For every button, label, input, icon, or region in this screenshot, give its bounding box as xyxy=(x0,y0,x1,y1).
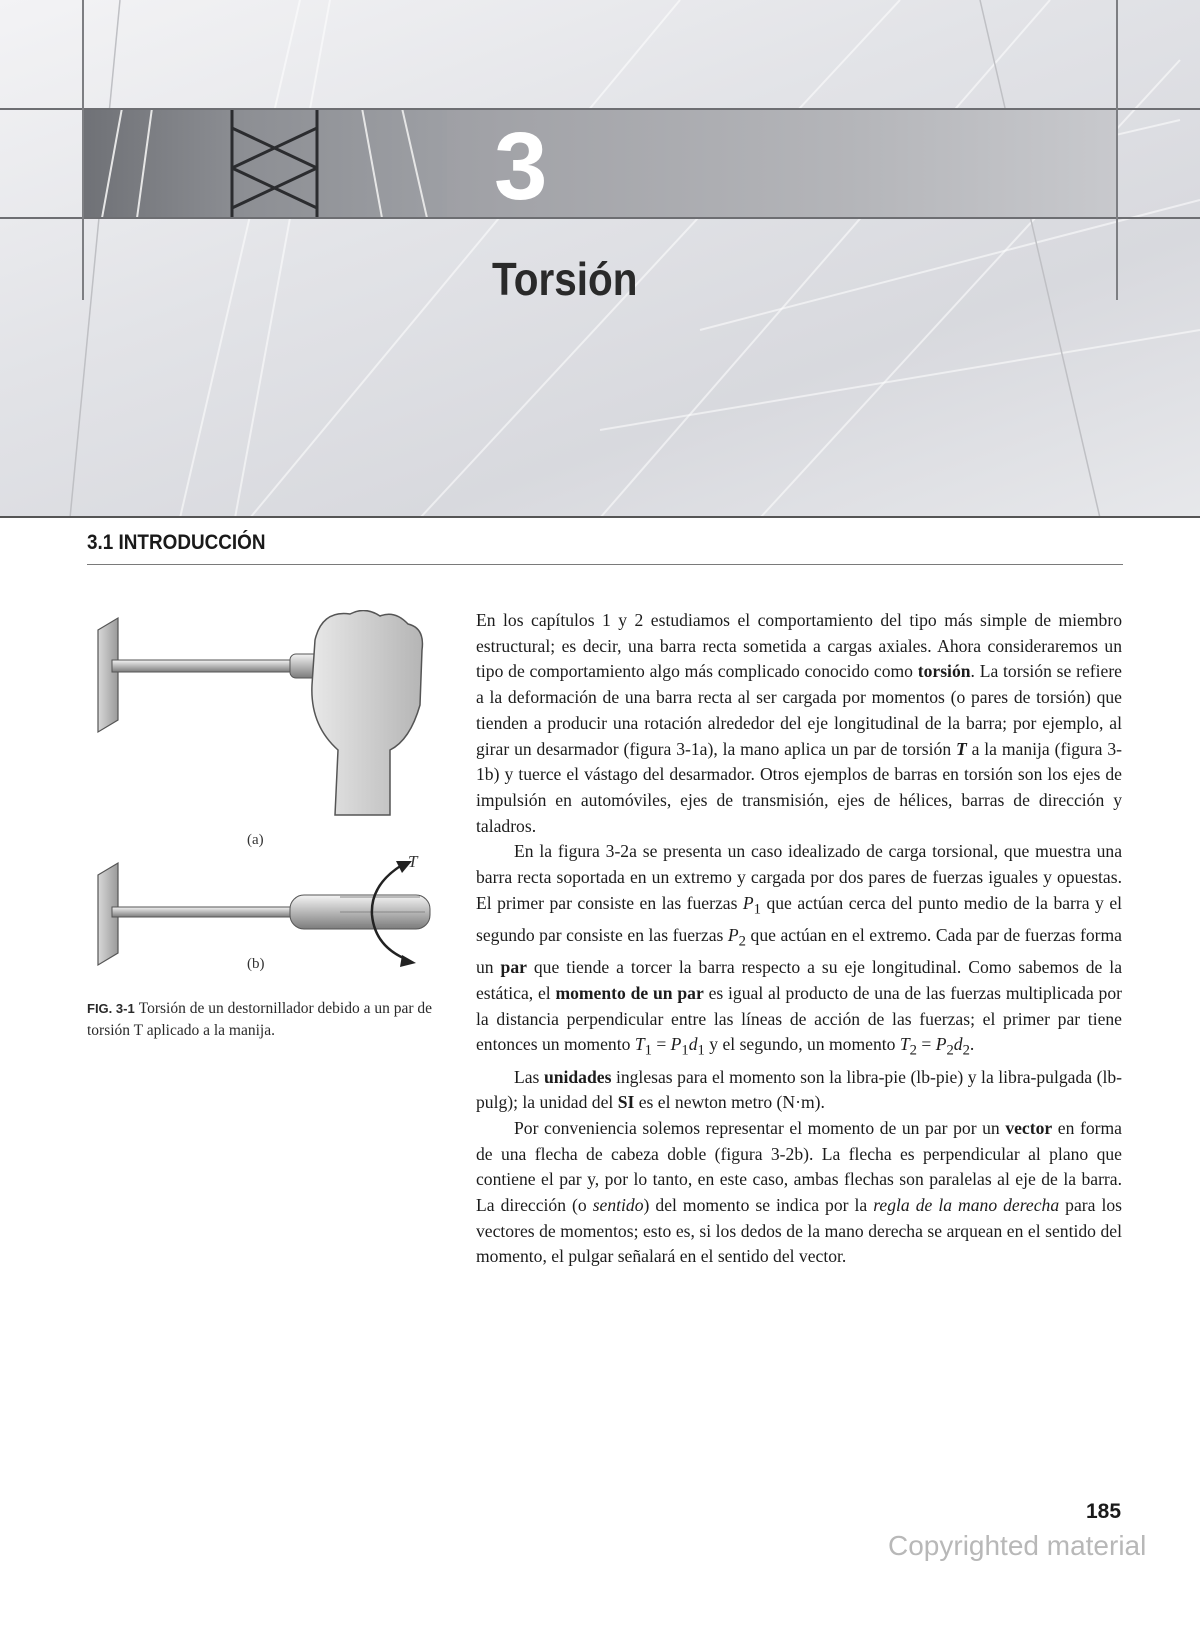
bridge-truss-graphic xyxy=(82,108,447,218)
p2-symbol-P: P xyxy=(742,892,754,913)
math-d1-sub: 1 xyxy=(697,1042,705,1059)
p1-symbol-T: T xyxy=(956,738,967,759)
p1-bold-torsion: torsión xyxy=(917,661,971,682)
p2-text-b: que actúan cerca del punto medio de la barra y el segundo par consiste en las fuerzas xyxy=(476,892,1123,945)
p4-text-c: ) del momento se indica por la xyxy=(643,1195,874,1216)
math-d2: d xyxy=(953,1034,963,1055)
p4-italic-regla: regla de la mano derecha xyxy=(873,1195,1060,1216)
math-d2-sub: 2 xyxy=(962,1042,970,1059)
p3-bold-unidades: unidades xyxy=(543,1066,612,1087)
banner-base-rule xyxy=(0,516,1200,518)
paragraph-2 xyxy=(476,839,1122,1064)
body-text xyxy=(476,608,1122,1270)
math-P1-sub: 1 xyxy=(681,1042,689,1059)
p1-text-b: . La torsión se refiere a la deformación de una barra recta al ser cargada por momentos (o pares de torsión) que tienden a producir una rotación alrededor del eje longitudinal de la barra; por ejemplo, al girar un desarmador (figura 3-1a), la mano aplica un par de torsión xyxy=(476,661,1122,759)
math-P1: P xyxy=(670,1034,682,1055)
chapter-number: 3 xyxy=(494,113,546,220)
figure-screwdriver-hand xyxy=(90,610,450,825)
math-eq-2: = xyxy=(916,1034,936,1055)
copyright-watermark: Copyrighted material xyxy=(888,1530,1147,1561)
torque-symbol: T xyxy=(408,852,418,871)
figure-caption xyxy=(87,998,442,1042)
p4-bold-vector: vector xyxy=(1005,1117,1053,1138)
p2-text-e: es igual al producto de una de las fuerzas multiplicada por la distancia perpendicular entre las líneas de acción de las fuerzas; el primer par tiene entonces un momento xyxy=(476,982,1123,1055)
p4-text-d: para los vectores de momentos; esto es, si los dedos de la mano derecha se arquean en el sentido del momento, el pulgar señalará en el sentido del vector. xyxy=(476,1195,1122,1267)
paragraph-3 xyxy=(476,1065,1122,1116)
math-period: . xyxy=(969,1034,975,1055)
banner-right-rule xyxy=(1116,0,1118,300)
p2-bold-momento: momento de un par xyxy=(555,982,704,1003)
p2-sub-1: 1 xyxy=(753,901,761,918)
p4-text-b: en forma de una flecha de cabeza doble (figura 3-2b). La flecha es perpendicular al plano que contiene el par y, por lo tanto, en este caso, ambas flechas son paralelas al eje de la barra. La dirección (o xyxy=(476,1117,1122,1216)
p3-text-c: es el newton metro (N·m). xyxy=(634,1092,825,1113)
banner-left-rule xyxy=(82,0,84,300)
math-P2: P xyxy=(935,1034,947,1055)
banner-photo-strip xyxy=(82,108,447,218)
p3-text-b: inglesas para el momento son la libra-pie (lb-pie) y la libra-pulgada (lb-pulg); la unidad del xyxy=(476,1066,1122,1113)
figure-label-a: (a) xyxy=(247,832,264,848)
banner-number-strip xyxy=(447,108,1117,218)
math-eq-1: = xyxy=(651,1034,671,1055)
math-T1-sub: 1 xyxy=(644,1042,652,1059)
p2-text-a: En la figura 3-2a se presenta un caso idealizado de carga torsional, que muestra una barra recta soportada en un extremo y cargada por dos pares de fuerzas iguales y opuestas. El primer par consiste en las fuerzas xyxy=(476,841,1122,913)
p2-symbol-P2: P xyxy=(727,924,739,945)
p2-bold-par: par xyxy=(500,957,527,978)
caption-text: Torsión de un destornillador debido a un par de torsión T aplicado a la manija. xyxy=(87,1000,433,1039)
chapter-title: Torsión xyxy=(492,253,638,305)
banner-bottom-rule xyxy=(0,217,1200,219)
page-number: 185 xyxy=(1086,1500,1122,1523)
p1-text-c: a la manija (figura 3-1b) y tuerce el vástago del desarmador. Otros ejemplos de barras en torsión son los ejes de impulsión en automóviles, ejes de transmisión, ejes de hélices, barras de dirección y taladros. xyxy=(476,738,1122,836)
section-rule xyxy=(87,564,1123,565)
math-T1: T xyxy=(634,1034,645,1055)
p2-sub-2: 2 xyxy=(738,933,746,950)
math-T2: T xyxy=(899,1034,910,1055)
p3-text-a: Las xyxy=(514,1066,544,1087)
section-heading: 3.1 INTRODUCCIÓN xyxy=(87,531,266,554)
p4-text-a: Por conveniencia solemos representar el momento de un par por un xyxy=(514,1117,1006,1138)
banner-top-rule xyxy=(0,108,1200,110)
caption-label: FIG. 3-1 xyxy=(87,1001,135,1016)
p2-text-d: que tiende a torcer la barra respecto a su eje longitudinal. Como sabemos de la estática, el xyxy=(476,957,1123,1003)
figure-label-b: (b) xyxy=(247,956,265,972)
paragraph-1 xyxy=(476,608,1122,839)
p3-bold-si: SI xyxy=(617,1092,635,1113)
p2-text-f: y el segundo, un momento xyxy=(704,1034,900,1055)
figure-screwdriver-torque xyxy=(90,855,450,970)
math-d1: d xyxy=(688,1034,698,1055)
p1-text-a: En los capítulos 1 y 2 estudiamos el comportamiento del tipo más simple de miembro estructural; es decir, una barra recta sometida a cargas axiales. Ahora consideraremos un tipo de comportamiento algo más complicado conocido como xyxy=(476,610,1122,682)
math-P2-sub: 2 xyxy=(946,1042,954,1059)
p2-text-c: que actúan en el extremo. Cada par de fuerzas forma un xyxy=(476,924,1122,978)
p4-italic-sentido: sentido xyxy=(592,1195,644,1216)
math-T2-sub: 2 xyxy=(909,1042,917,1059)
paragraph-4 xyxy=(476,1116,1122,1270)
